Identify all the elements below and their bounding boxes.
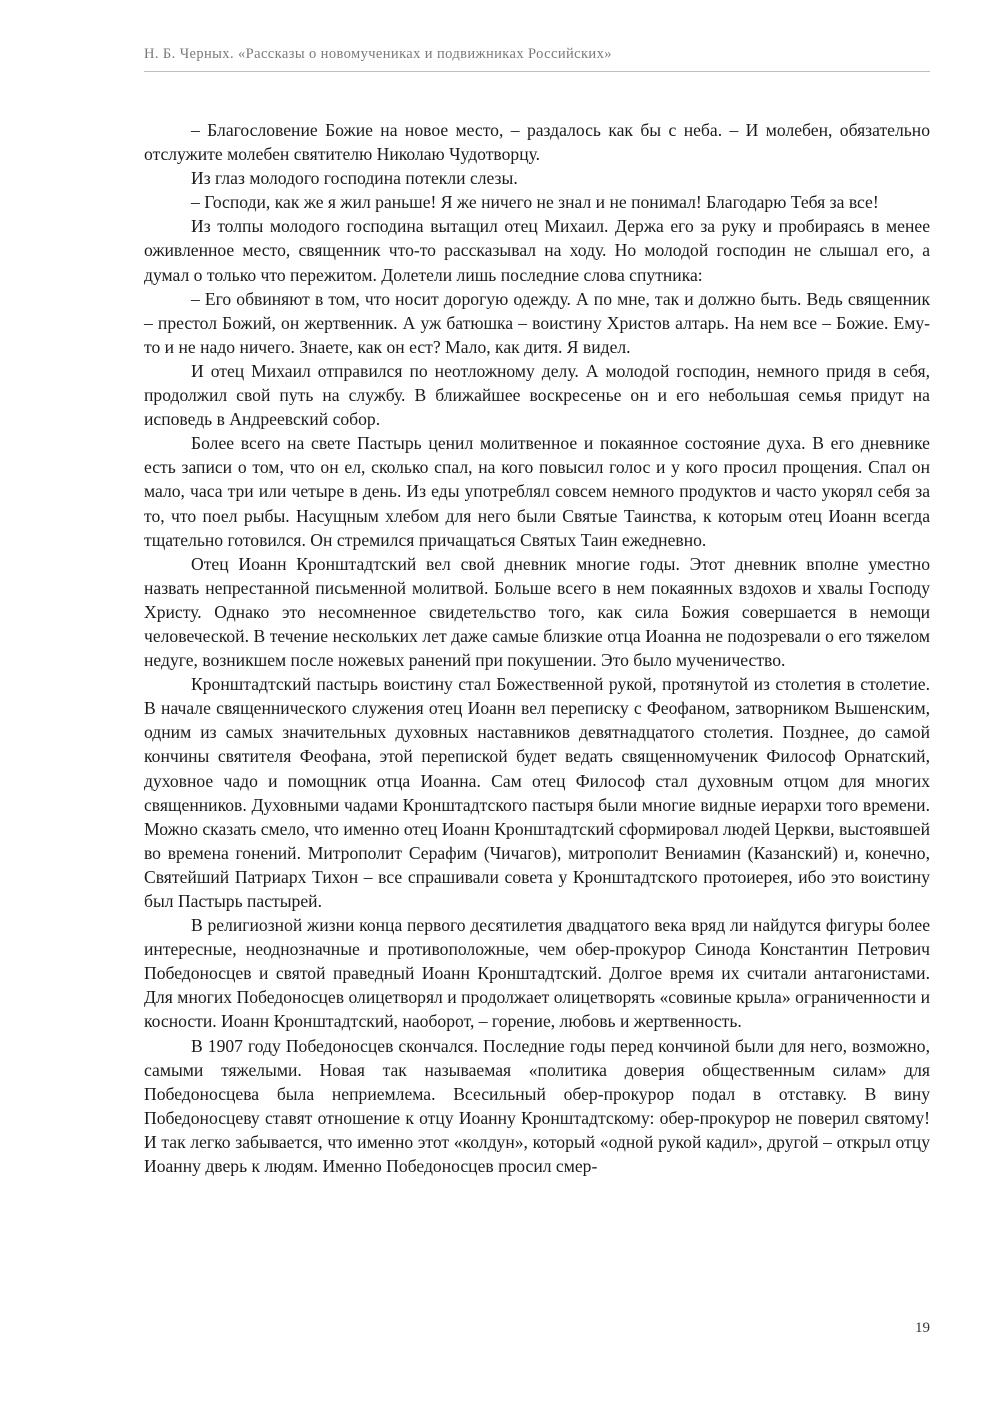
paragraph: И отец Михаил отправился по неотложному делу. А молодой господин, немного придя в себя, продолжил свой путь на службу. В ближайшее воскресенье он и его небольшая семья придут на исповедь в Андреевский собор. (144, 360, 930, 430)
header-rule (144, 71, 930, 72)
paragraph: В религиозной жизни конца первого десятилетия двадцатого века вряд ли найдутся фигуры более интересные, неоднозначные и противоположные, чем обер-прокурор Синода Константин Петрович Победоносцев и святой праведный Иоанн Кронштадтский. Долгое время их считали антагонистами. Для многих Победоносцев олицетворял и продолжает олицетворять «совиные крыла» ограниченности и косности. Иоанн Кронштадтский, наоборот, – горение, любовь и жертвенность. (144, 915, 930, 1032)
running-header: Н. Б. Черных. «Рассказы о новомучениках и подвижниках Российских» (144, 46, 612, 62)
main-text (144, 118, 930, 1178)
paragraph: Из глаз молодого господина потекли слезы. (191, 168, 518, 189)
page-number: 19 (915, 1320, 930, 1336)
paragraph: В 1907 году Победоносцев скончался. Последние годы перед кончиной были для него, возможно, самыми тяжелыми. Новая так называемая «политика доверия общественным силам» для Победоносцева была неприемлема. Всесильный обер-прокурор подал в отставку. В вину Победоносцеву ставят отношение к отцу Иоанну Кронштадтскому: обер-прокурор не поверил святому! И так легко забывается, что именно этот «колдун», который «одной рукой кадил», другой – открыл отцу Иоанну дверь к людям. Именно Победоносцев просил смер- (144, 1035, 930, 1177)
paragraph: Отец Иоанн Кронштадтский вел свой дневник многие годы. Этот дневник вполне уместно назвать непрестанной письменной молитвой. Больше всего в нем покаянных вздохов и хвалы Господу Христу. Однако это несомненное свидетельство того, как сила Божия совершается в немощи человеческой. В течение нескольких лет даже самые близкие отца Иоанна не подозревали о его тяжелом недуге, возникшем после ножевых ранений при покушении. Это было мученичество. (144, 553, 930, 671)
paragraph: Более всего на свете Пастырь ценил молитвенное и покаянное состояние духа. В его дневнике есть записи о том, что он ел, сколько спал, на кого повысил голос и у кого просил прощения. Спал он мало, часа три или четыре в день. Из еды употреблял совсем немного продуктов и часто укорял себя за то, что поел рыбы. Насущным хлебом для него были Святые Таинства, к которым отец Иоанн всегда тщательно готовился. Он стремился причащаться Святых Таин ежедневно. (144, 433, 930, 550)
paragraph: Кронштадтский пастырь воистину стал Божественной рукой, протянутой из столетия в столетие. В начале священнического служения отец Иоанн вел переписку с Феофаном, затворником Вышенским, одним из самых значительных духовных наставников девятнадцатого столетия. Позднее, до самой кончины святителя Феофана, этой перепиской будет ведать священномученик Философ Орнатский, духовное чадо и помощник отца Иоанна. Сам отец Философ стал духовным отцом для многих священников. Духовными чадами Кронштадтского пастыря были многие видные иерархи того времени. Можно сказать смело, что именно отец Иоанн Кронштадтский сформировал людей Церкви, выстоявшей во времена гонений. Митрополит Серафим (Чичагов), митрополит Вениамин (Казанский) и, конечно, Святейший Патриарх Тихон – все спрашивали совета у Кронштадтского протоиерея, ибо это воистину был Пастырь пастырей. (144, 674, 930, 911)
paragraph: Из толпы молодого господина вытащил отец Михаил. Держа его за руку и пробираясь в менее оживленное место, священник что-то рассказывал на ходу. Но молодой господин не слышал его, а думал о только что пережитом. Долетели лишь последние слова спутника: (144, 216, 930, 285)
paragraph: – Его обвиняют в том, что носит дорогую одежду. А по мне, так и должно быть. Ведь священник – престол Божий, он жертвенник. А уж батюшка – воистину Христов алтарь. На нем все – Божие. Ему-то и не надо ничего. Знаете, как он ест? Мало, как дитя. Я видел. (144, 288, 930, 357)
paragraph: – Благословение Божие на новое место, – раздалось как бы с неба. – И молебен, обязательно отслужите молебен святителю Николаю Чудотворцу. (144, 120, 930, 165)
paragraph: – Господи, как же я жил раньше! Я же ничего не знал и не понимал! Благодарю Тебя за все! (191, 192, 879, 213)
